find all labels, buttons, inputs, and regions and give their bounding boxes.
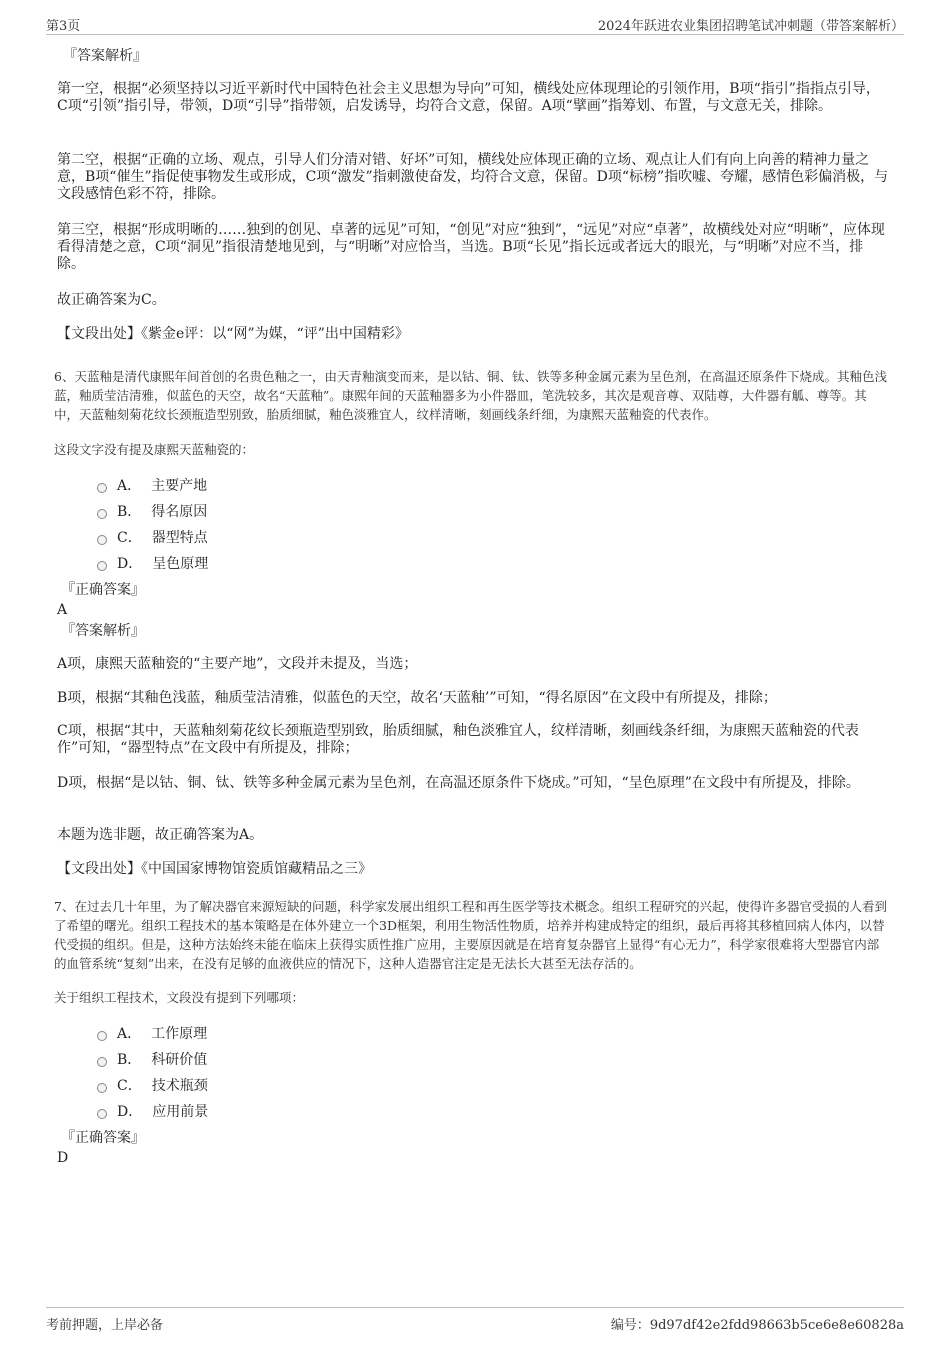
answer-q7: D	[57, 1150, 69, 1166]
analysis-q6-d: D项，根据“是以钴、铜、钛、铁等多种金属元素为呈色剂，在高温还原条件下烧成。”可知，“呈色原理”在文段中有所提及，排除。	[57, 775, 860, 791]
footer-slogan: 考前押题，上岸必备	[46, 1318, 164, 1333]
page-footer	[46, 1307, 904, 1333]
conclusion-q6: 本题为选非题，故正确答案为A。	[57, 827, 264, 843]
q6-option-d[interactable]: D． 呈色原理	[97, 555, 208, 573]
document-title: 2024年跃进农业集团招聘笔试冲刺题（带答案解析）	[597, 19, 904, 34]
radio-icon[interactable]	[97, 1109, 107, 1119]
question-7-prompt: 关于组织工程技术，文段没有提到下列哪项：	[54, 990, 305, 1005]
radio-icon[interactable]	[97, 1057, 107, 1067]
source-q6: 【文段出处】《中国国家博物馆瓷质馆藏精品之三》	[57, 861, 372, 877]
radio-icon[interactable]	[97, 535, 107, 545]
answer-label-q7: 『正确答案』	[61, 1130, 145, 1146]
analysis-q6-a: A项，康熙天蓝釉瓷的“主要产地”，文段并未提及，当选；	[57, 656, 418, 672]
analysis-para-1: 第一空，根据“必须坚持以习近平新时代中国特色社会主义思想为导向”可知，横线处应体现理论的引领作用，B项“指引”指指点引导，C项“引领”指引导，带领，D项“引导”指带领，启发诱导，均符合文意，保留。A项“擘画”指筹划、布置，与文意无关，排除。	[57, 81, 880, 114]
document-id: 编号：9d97df42e2fdd98663b5ce6e8e60828a	[610, 1318, 904, 1333]
q6-option-c[interactable]: C． 器型特点	[97, 529, 208, 547]
page-header	[46, 14, 904, 35]
q7-option-a[interactable]: A． 工作原理	[97, 1025, 207, 1043]
conclusion-q5: 故正确答案为C。	[57, 292, 166, 308]
page-number: 第3页	[46, 19, 81, 34]
answer-label-q6: 『正确答案』	[61, 582, 145, 598]
radio-icon[interactable]	[97, 1083, 107, 1093]
analysis-label-q6: 『答案解析』	[61, 623, 145, 639]
analysis-para-3: 第三空，根据“形成明晰的……独到的创见、卓著的远见”可知，“创见”对应“独到”，“远见”对应“卓著”，故横线处对应“明晰”，应体现看得清楚之意，C项“洞见”指很清楚地见到，与“明晰”对应恰当，当选。B项“长见”指长远或者远大的眼光，与“明晰”对应不当，排除。	[57, 222, 885, 272]
q7-option-b[interactable]: B． 科研价值	[97, 1051, 207, 1069]
radio-icon[interactable]	[97, 483, 107, 493]
radio-icon[interactable]	[97, 561, 107, 571]
analysis-q6-c: C项，根据“其中，天蓝釉刻菊花纹长颈瓶造型别致，胎质细腻，釉色淡雅宜人，纹样清晰，刻画线条纤细，为康熙天蓝釉瓷的代表作”可知，“器型特点”在文段中有所提及，排除；	[57, 723, 859, 756]
q6-option-b[interactable]: B． 得名原因	[97, 503, 207, 521]
source-q5: 【文段出处】《紫金e评：以“网”为媒，“评”出中国精彩》	[57, 326, 409, 342]
question-7-stem: 7、在过去几十年里，为了解决器官来源短缺的问题，科学家发展出组织工程和再生医学等技术概念。组织工程研究的兴起，使得许多器官受损的人看到了希望的曙光。组织工程技术的基本策略是在体外建立一个3D框架，利用生物活性物质，培养并构建成特定的组织，最后再将其移植回病人体内，以替代受损的组织。但是，这种方法始终未能在临床上获得实质性推广应用，主要原因就是在培育复杂器官上显得“有心无力”，科学家很难将大型器官内部的血管系统“复刻”出来，在没有足够的血液供应的情况下，这种人造器官注定是无法长大甚至无法存活的。	[54, 899, 887, 971]
question-6-stem: 6、天蓝釉是清代康熙年间首创的名贵色釉之一，由天青釉演变而来，是以钴、铜、钛、铁等多种金属元素为呈色剂，在高温还原条件下烧成。其釉色浅蓝，釉质莹洁清雅，似蓝色的天空，故名“天蓝釉”。康熙年间的天蓝釉器多为小件器皿，笔洗较多，其次是观音尊、双陆尊，大件器有觚、尊等。其中，天蓝釉刻菊花纹长颈瓶造型别致，胎质细腻，釉色淡雅宜人，纹样清晰，刻画线条纤细，为康熙天蓝釉瓷的代表作。	[54, 369, 887, 422]
q7-option-c[interactable]: C． 技术瓶颈	[97, 1077, 208, 1095]
analysis-q6-b: B项，根据“其釉色浅蓝，釉质莹洁清雅，似蓝色的天空，故名‘天蓝釉’”可知，“得名原因”在文段中有所提及，排除；	[57, 690, 777, 706]
analysis-para-2: 第二空，根据“正确的立场、观点，引导人们分清对错、好坏”可知，横线处应体现正确的立场、观点让人们有向上向善的精神力量之意，B项“催生”指促使事物发生或形成，C项“激发”指刺激使奋发，均符合文意，保留。D项“标榜”指吹嘘、夸耀，感情色彩偏消极，与文段感情色彩不符，排除。	[57, 152, 889, 202]
radio-icon[interactable]	[97, 509, 107, 519]
q6-option-a[interactable]: A． 主要产地	[97, 477, 207, 495]
radio-icon[interactable]	[97, 1031, 107, 1041]
q7-option-d[interactable]: D． 应用前景	[97, 1103, 208, 1121]
answer-q6: A	[57, 602, 68, 618]
analysis-label-q5: 『答案解析』	[63, 48, 147, 64]
question-6-prompt: 这段文字没有提及康熙天蓝釉瓷的：	[54, 442, 255, 457]
